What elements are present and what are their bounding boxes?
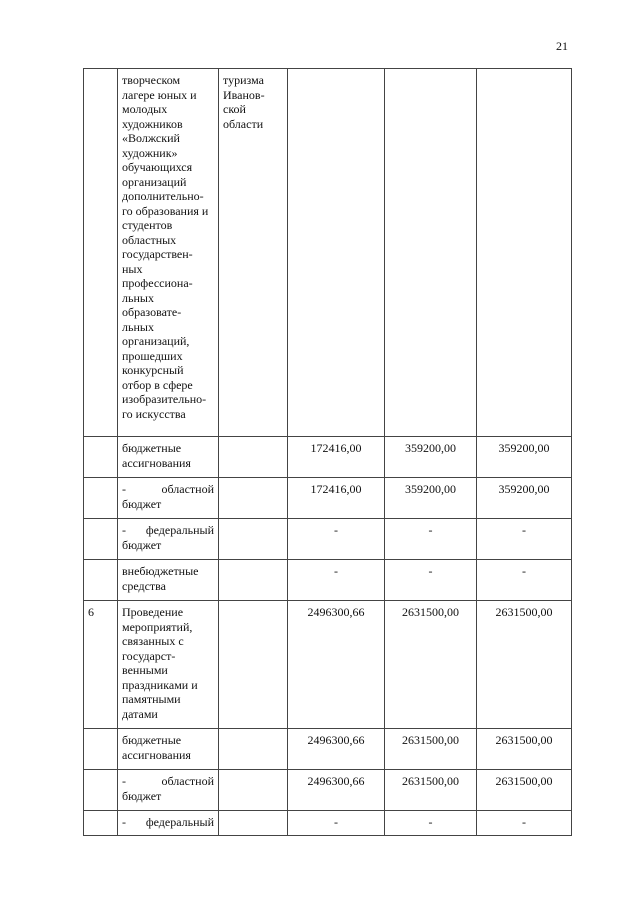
item-name-cell — [118, 729, 219, 770]
item-name-cell — [118, 519, 219, 560]
item-name-split-line — [122, 774, 214, 789]
executor-cell — [219, 770, 288, 811]
amount-cell-year-1 — [288, 69, 385, 437]
item-name-line: студентов — [122, 218, 173, 232]
amount-cell-year-1: - — [288, 811, 385, 836]
amount-cell-year-1: - — [288, 519, 385, 560]
amount-cell-year-2: - — [385, 560, 477, 601]
amount-cell-year-2: - — [385, 811, 477, 836]
row-number-cell — [84, 770, 118, 811]
item-name-line: бюджетные — [122, 441, 182, 455]
row-number-cell — [84, 729, 118, 770]
item-name-fragment: областной — [161, 774, 214, 788]
item-name-line: средства — [122, 578, 167, 593]
table-row — [84, 560, 572, 601]
table-row — [84, 729, 572, 770]
item-name-line: памятными — [122, 692, 181, 706]
amount-cell-year-1: 2496300,66 — [288, 729, 385, 770]
table-row — [84, 69, 572, 437]
item-name-fragment: областной — [161, 482, 214, 496]
item-name-line: праздниками и — [122, 677, 198, 692]
item-name-line: связанных с — [122, 634, 184, 648]
executor-cell — [219, 601, 288, 729]
budget-table-body — [84, 69, 572, 836]
amount-cell-year-1: 2496300,66 — [288, 601, 385, 729]
item-name-cell — [118, 478, 219, 519]
amount-cell-year-3: 2631500,00 — [477, 601, 572, 729]
item-name-line: отбор в сфере — [122, 377, 193, 392]
item-name-line: ассигнования — [122, 455, 191, 470]
row-number-cell — [84, 811, 118, 836]
item-name-fragment: федеральный — [145, 815, 214, 829]
item-name-line: профессиона- — [122, 276, 193, 290]
executor-cell — [219, 69, 288, 437]
executor-line: области — [223, 116, 264, 131]
item-name-line: образовате- — [122, 305, 182, 319]
executor-cell — [219, 560, 288, 601]
item-name-cell — [118, 437, 219, 478]
amount-cell-year-1: 172416,00 — [288, 478, 385, 519]
executor-line: ской — [223, 102, 246, 116]
row-number-cell — [84, 478, 118, 519]
row-number-cell: 6 — [84, 601, 118, 729]
table-row — [84, 811, 572, 836]
item-name-line: внебюджетные — [122, 564, 199, 578]
amount-cell-year-2: 2631500,00 — [385, 601, 477, 729]
row-number-cell — [84, 69, 118, 437]
executor-cell — [219, 811, 288, 836]
executor-line: Иванов- — [223, 87, 265, 102]
item-name-line: молодых — [122, 102, 168, 116]
item-name-split-line — [122, 482, 214, 497]
item-name-line: творческом — [122, 73, 181, 87]
item-name-line: государст- — [122, 648, 176, 663]
item-name-cell — [118, 770, 219, 811]
item-name-line: датами — [122, 706, 158, 721]
row-number-cell — [84, 560, 118, 601]
item-name-line: льных — [122, 290, 154, 305]
amount-cell-year-3: - — [477, 519, 572, 560]
item-name-cell — [118, 601, 219, 729]
item-name-line: лагере юных и — [122, 87, 197, 102]
executor-cell — [219, 437, 288, 478]
amount-cell-year-2 — [385, 69, 477, 437]
amount-cell-year-3: - — [477, 560, 572, 601]
item-name-line: областных — [122, 232, 177, 247]
item-name-fragment: - — [122, 815, 126, 829]
amount-cell-year-3: 2631500,00 — [477, 770, 572, 811]
item-name-line: ных — [122, 261, 143, 276]
row-number-cell — [84, 519, 118, 560]
item-name-line: ассигнования — [122, 747, 191, 762]
amount-cell-year-2: 359200,00 — [385, 478, 477, 519]
item-name-line: Проведение — [122, 605, 184, 619]
amount-cell-year-1: 172416,00 — [288, 437, 385, 478]
item-name-cell — [118, 69, 219, 437]
item-name-line: художников — [122, 116, 183, 131]
amount-cell-year-2: 359200,00 — [385, 437, 477, 478]
amount-cell-year-2: 2631500,00 — [385, 770, 477, 811]
amount-cell-year-3: 359200,00 — [477, 437, 572, 478]
amount-cell-year-3: 359200,00 — [477, 478, 572, 519]
item-name-fragment: - — [122, 523, 126, 537]
item-name-line: мероприятий, — [122, 619, 193, 634]
item-name-line: государствен- — [122, 247, 193, 261]
item-name-line: изобразительно- — [122, 392, 207, 406]
item-name-line: организаций — [122, 174, 187, 189]
executor-line: туризма — [223, 73, 264, 87]
item-name-line: бюджет — [122, 788, 162, 803]
item-name-fragment: федеральный — [145, 523, 214, 537]
item-name-fragment: - — [122, 774, 126, 788]
budget-table — [83, 68, 572, 836]
amount-cell-year-1: 2496300,66 — [288, 770, 385, 811]
item-name-line: бюджет — [122, 537, 162, 552]
item-name-line: бюджетные — [122, 733, 182, 747]
amount-cell-year-1: - — [288, 560, 385, 601]
table-row — [84, 437, 572, 478]
item-name-line: дополнительно- — [122, 189, 204, 203]
executor-cell — [219, 729, 288, 770]
amount-cell-year-2: 2631500,00 — [385, 729, 477, 770]
executor-cell — [219, 519, 288, 560]
item-name-cell — [118, 811, 219, 836]
item-name-line: художник» — [122, 145, 178, 160]
table-row — [84, 519, 572, 560]
item-name-line: бюджет — [122, 496, 162, 511]
row-number-cell — [84, 437, 118, 478]
table-row — [84, 478, 572, 519]
table-row — [84, 770, 572, 811]
item-name-line: обучающихся — [122, 160, 193, 174]
amount-cell-year-3: 2631500,00 — [477, 729, 572, 770]
amount-cell-year-3: - — [477, 811, 572, 836]
page-number: 21 — [556, 39, 568, 53]
item-name-cell — [118, 560, 219, 601]
item-name-line: конкурсный — [122, 363, 184, 377]
table-row — [84, 601, 572, 729]
item-name-line: организаций, — [122, 334, 190, 348]
item-name-split-line — [122, 523, 214, 538]
item-name-line: льных — [122, 319, 154, 334]
item-name-line: го образования и — [122, 203, 209, 218]
item-name-split-line — [122, 815, 214, 830]
item-name-fragment: - — [122, 482, 126, 496]
item-name-line: «Волжский — [122, 131, 180, 145]
executor-cell — [219, 478, 288, 519]
amount-cell-year-3 — [477, 69, 572, 437]
item-name-line: го искусства — [122, 406, 186, 421]
item-name-line: прошедших — [122, 348, 183, 363]
item-name-line: венными — [122, 663, 168, 677]
amount-cell-year-2: - — [385, 519, 477, 560]
